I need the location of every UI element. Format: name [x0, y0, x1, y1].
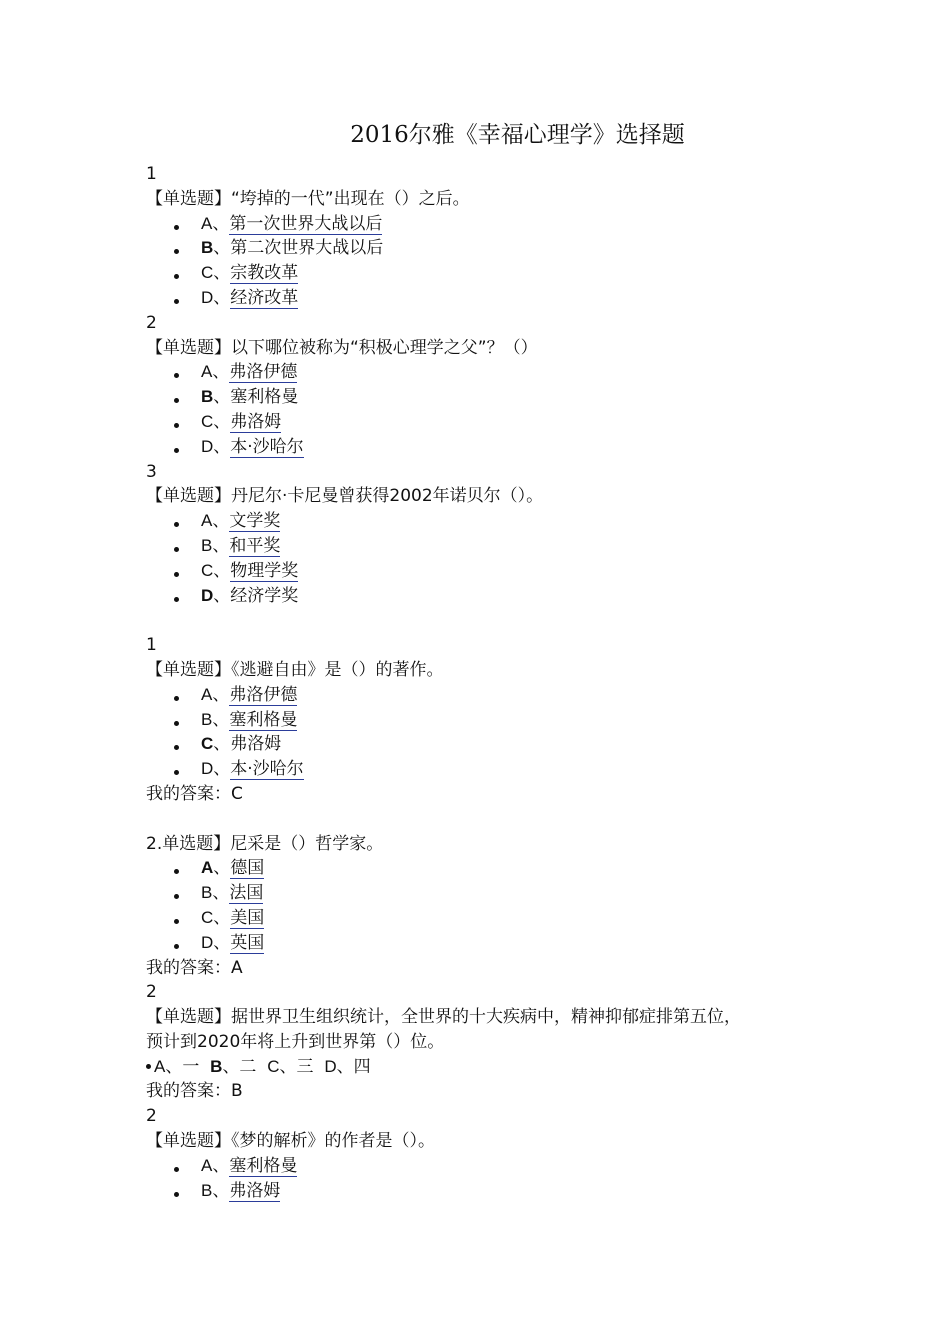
option-item[interactable] — [146, 1154, 836, 1179]
option-letter: D — [201, 759, 214, 779]
question-text: 【单选题】丹尼尔·卡尼曼曾获得2002年诺贝尔（）。 — [146, 486, 544, 507]
option-list — [146, 212, 836, 311]
question-block — [146, 162, 836, 311]
option-letter: B — [210, 1056, 223, 1076]
option-item[interactable] — [146, 559, 836, 584]
option-text: 、四 — [336, 1056, 371, 1077]
option-link[interactable]: 弗洛姆 — [229, 1180, 281, 1201]
option-link[interactable]: 和平奖 — [229, 535, 281, 556]
question-number: 2 — [146, 982, 157, 1003]
option-link[interactable]: 弗洛姆 — [230, 411, 282, 432]
question-text: 【单选题】“垮掉的一代”出现在（）之后。 — [146, 188, 470, 209]
question-text: 【单选题】《梦的解析》的作者是（）。 — [146, 1131, 435, 1152]
option-link[interactable]: 经济改革 — [230, 287, 299, 308]
document-title: 2016尔雅《幸福心理学》选择题 — [350, 122, 685, 148]
option-separator: 、 — [212, 511, 230, 532]
option-list — [146, 683, 836, 782]
option-separator: 、 — [213, 263, 231, 284]
question-list — [146, 162, 836, 1203]
option-item[interactable] — [146, 360, 836, 385]
option-link[interactable]: 弗洛伊德 — [229, 362, 298, 383]
option-link[interactable]: 本·沙哈尔 — [230, 436, 304, 457]
option-item[interactable] — [146, 534, 836, 559]
option-letter: A — [201, 858, 214, 878]
question-number: 2 — [146, 312, 157, 333]
option-separator: 、 — [213, 238, 231, 259]
option-separator: 、 — [213, 411, 231, 432]
option-item[interactable] — [146, 881, 836, 906]
option-separator: 、 — [212, 1155, 230, 1176]
question-block — [146, 1104, 836, 1203]
option-item[interactable] — [146, 683, 836, 708]
option-text: 、一 — [165, 1056, 211, 1077]
option-item[interactable] — [146, 236, 836, 261]
question-number: 2 — [146, 1106, 157, 1127]
question-block — [146, 460, 836, 609]
option-separator: 、 — [212, 213, 230, 234]
option-letter: B — [201, 883, 213, 903]
option-separator: 、 — [212, 362, 230, 383]
option-separator: 、 — [213, 932, 231, 953]
option-link[interactable]: 法国 — [229, 883, 264, 904]
option-letter: D — [201, 436, 214, 456]
option-letter: A — [154, 1056, 166, 1076]
option-separator: 、 — [213, 759, 231, 780]
option-text: 、二 — [222, 1056, 268, 1077]
question-block — [146, 980, 836, 1104]
option-item[interactable] — [146, 1179, 836, 1204]
question-number: 1 — [146, 164, 157, 184]
option-separator: 、 — [212, 883, 230, 904]
option-letter: C — [201, 560, 214, 580]
option-separator: 、 — [212, 535, 230, 556]
option-letter: B — [201, 709, 213, 729]
option-letter: D — [324, 1056, 337, 1076]
option-separator: 、 — [213, 560, 231, 581]
option-letter: C — [201, 907, 214, 927]
option-link[interactable]: 第一次世界大战以后 — [229, 213, 383, 234]
question-text: 【单选题】据世界卫生组织统计，全世界的十大疾病中，精神抑郁症排第五位， — [146, 1007, 741, 1028]
option-item[interactable] — [146, 856, 836, 881]
option-text: 塞利格曼 — [230, 387, 299, 408]
option-item[interactable] — [146, 212, 836, 237]
my-answer: 我的答案：A — [146, 957, 243, 978]
option-letter: C — [201, 411, 214, 431]
my-answer: 我的答案：B — [146, 1081, 243, 1102]
option-item[interactable] — [146, 757, 836, 782]
option-item[interactable] — [146, 385, 836, 410]
option-separator: 、 — [213, 585, 231, 606]
option-letter: A — [201, 1155, 213, 1175]
option-separator: 、 — [212, 684, 230, 705]
option-link[interactable]: 德国 — [230, 858, 265, 879]
option-letter: C — [267, 1056, 280, 1076]
option-item[interactable] — [146, 931, 836, 956]
option-link[interactable]: 物理学奖 — [230, 560, 299, 581]
option-letter: C — [201, 263, 214, 283]
question-text: 【单选题】以下哪位被称为“积极心理学之父”？（） — [146, 337, 538, 358]
option-letter: A — [201, 362, 213, 382]
option-item[interactable] — [146, 286, 836, 311]
question-block — [146, 633, 836, 807]
option-item[interactable] — [146, 435, 836, 460]
blank-line — [146, 807, 836, 832]
option-item[interactable] — [146, 410, 836, 435]
option-text: 第二次世界大战以后 — [230, 238, 384, 259]
option-letter: A — [201, 511, 213, 531]
option-link[interactable]: 塞利格曼 — [229, 1155, 298, 1176]
option-letter: B — [201, 535, 213, 555]
question-text-continued: 预计到2020年将上升到世界第（）位。 — [146, 1031, 445, 1052]
blank-line — [146, 608, 836, 633]
option-item[interactable] — [146, 261, 836, 286]
option-letter: D — [201, 932, 214, 952]
option-letter: D — [201, 287, 214, 307]
option-letter: B — [201, 1180, 213, 1200]
option-text: 弗洛姆 — [230, 734, 282, 755]
option-link[interactable]: 文学奖 — [229, 511, 281, 532]
option-separator: 、 — [213, 858, 231, 879]
question-text: 【单选题】《逃避自由》是（）的著作。 — [146, 659, 444, 680]
option-list — [146, 1154, 836, 1204]
option-link[interactable]: 本·沙哈尔 — [230, 759, 304, 780]
option-separator: 、 — [212, 1180, 230, 1201]
option-separator: 、 — [213, 387, 231, 408]
option-list — [146, 509, 836, 608]
option-link[interactable]: 弗洛伊德 — [229, 684, 298, 705]
option-link[interactable]: 塞利格曼 — [229, 709, 298, 730]
option-link[interactable]: 宗教改革 — [230, 263, 299, 284]
question-number: 3 — [146, 461, 157, 482]
option-item[interactable] — [146, 509, 836, 534]
option-letter: C — [201, 734, 214, 754]
option-text: 经济学奖 — [230, 585, 299, 606]
my-answer: 我的答案：C — [146, 783, 243, 804]
question-text: 2.单选题】尼采是（）哲学家。 — [146, 833, 384, 854]
option-letter: D — [201, 585, 214, 605]
option-link[interactable]: 英国 — [230, 932, 265, 953]
option-separator: 、 — [213, 436, 231, 457]
option-item[interactable] — [146, 906, 836, 931]
option-letter: A — [201, 213, 213, 233]
question-number: 1 — [146, 635, 157, 656]
option-item[interactable] — [146, 708, 836, 733]
bullet-icon — [146, 1064, 151, 1069]
option-letter: B — [201, 387, 214, 407]
option-separator: 、 — [213, 287, 231, 308]
inline-option-row[interactable] — [146, 1055, 836, 1080]
option-separator: 、 — [213, 907, 231, 928]
option-list — [146, 856, 836, 955]
option-letter: A — [201, 684, 213, 704]
option-item[interactable] — [146, 584, 836, 609]
question-block — [146, 311, 836, 460]
option-separator: 、 — [212, 709, 230, 730]
option-item[interactable] — [146, 732, 836, 757]
option-separator: 、 — [213, 734, 231, 755]
option-letter: B — [201, 238, 214, 258]
option-link[interactable]: 美国 — [230, 907, 265, 928]
option-text: 、三 — [279, 1056, 325, 1077]
option-list — [146, 360, 836, 459]
question-block — [146, 832, 836, 981]
